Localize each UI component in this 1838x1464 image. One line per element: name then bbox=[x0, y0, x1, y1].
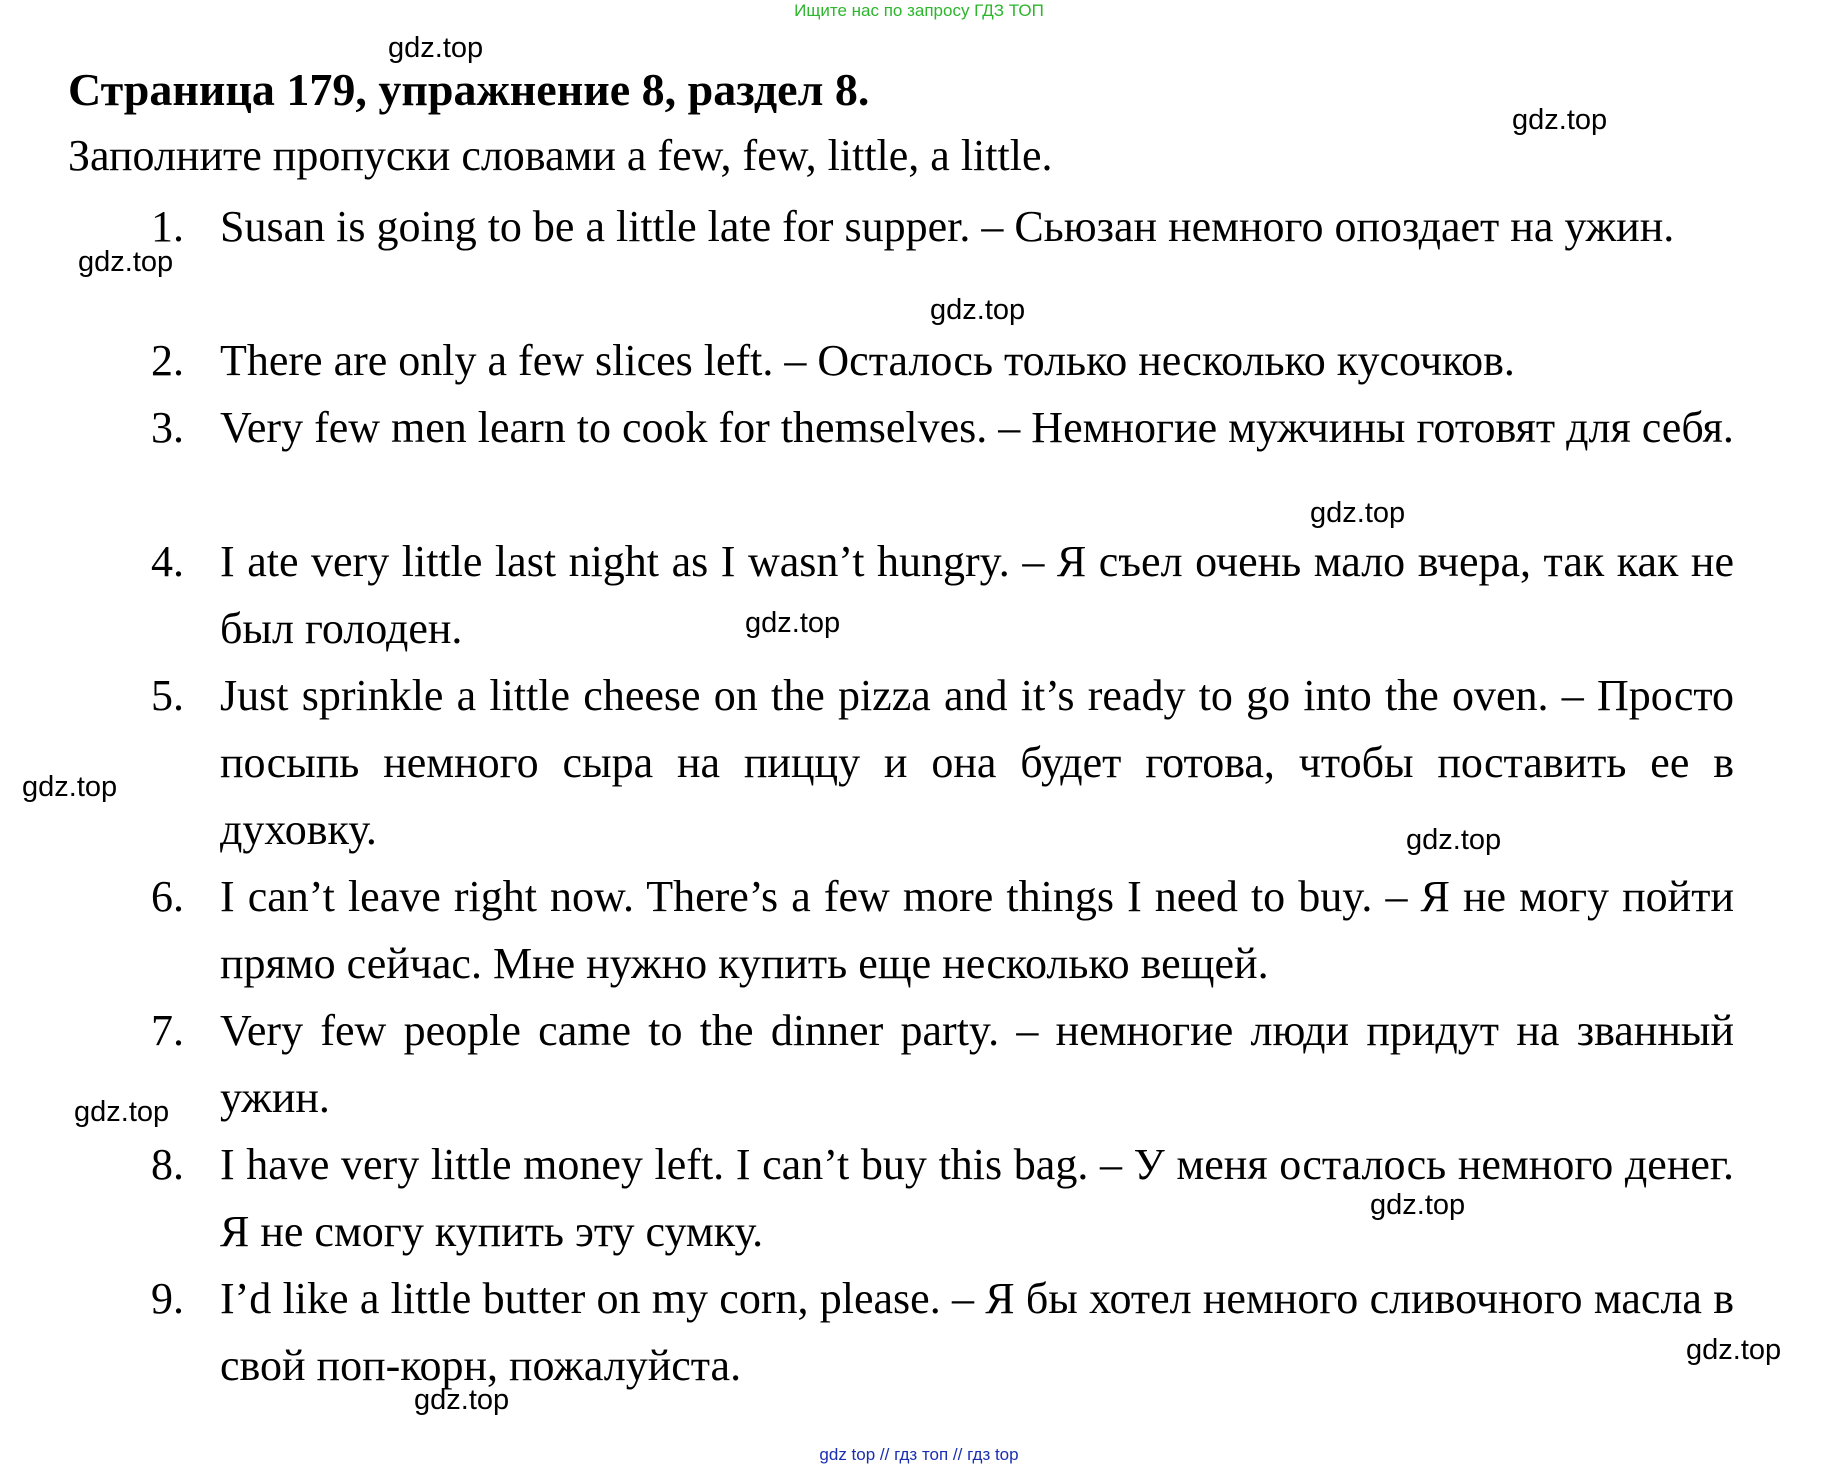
item-number: 5. bbox=[151, 671, 184, 720]
watermark: gdz.top bbox=[1512, 104, 1608, 136]
watermark: gdz.top bbox=[1686, 1334, 1782, 1366]
page-title: Страница 179, упражнение 8, раздел 8. bbox=[68, 64, 870, 115]
item-number: 7. bbox=[151, 1006, 184, 1055]
item-text: There are only a few slices left. – Осталось только несколько кусочков. bbox=[220, 336, 1515, 385]
footer-links: gdz top // гдз топ // гдз top bbox=[819, 1445, 1019, 1464]
item-number: 4. bbox=[151, 537, 184, 586]
watermark: gdz.top bbox=[930, 294, 1026, 326]
item-number: 9. bbox=[151, 1274, 184, 1323]
watermark: gdz.top bbox=[414, 1384, 510, 1416]
watermark: gdz.top bbox=[745, 607, 841, 639]
watermark: gdz.top bbox=[1406, 824, 1502, 856]
item-text: Very few people came to the dinner party. – немногие люди придут на званный ужин. bbox=[220, 1006, 1734, 1122]
item-number: 8. bbox=[151, 1140, 184, 1189]
item-text: I have very little money left. I can’t buy this bag. – У меня осталось немного денег. Я не смогу купить эту сумку. bbox=[220, 1140, 1734, 1256]
item-number: 6. bbox=[151, 872, 184, 921]
item-text: Just sprinkle a little cheese on the pizza and it’s ready to go into the oven. – Просто посыпь немного сыра на пиццу и она будет готова, чтобы поставить ее в духовку. bbox=[220, 671, 1734, 854]
item-number: 3. bbox=[151, 403, 184, 452]
watermark: gdz.top bbox=[78, 246, 174, 278]
item-text: Susan is going to be a little late for supper. – Сьюзан немного опоздает на ужин. bbox=[220, 202, 1675, 251]
item-text: I ate very little last night as I wasn’t hungry. – Я съел очень мало вчера, так как не был голоден. bbox=[220, 537, 1734, 653]
watermark: gdz.top bbox=[74, 1096, 170, 1128]
item-text: I’d like a little butter on my corn, please. – Я бы хотел немного сливочного масла в свой поп-корн, пожалуйста. bbox=[220, 1274, 1734, 1390]
exercise-instruction: Заполните пропуски словами a few, few, little, a little. bbox=[68, 131, 1053, 180]
item-number: 2. bbox=[151, 336, 184, 385]
item-text: Very few men learn to cook for themselves. – Немногие мужчины готовят для себя. bbox=[220, 403, 1734, 452]
watermark: gdz.top bbox=[388, 32, 484, 64]
watermark: gdz.top bbox=[1370, 1189, 1466, 1221]
item-text: I can’t leave right now. There’s a few more things I need to buy. – Я не могу пойти прямо сейчас. Мне нужно купить еще несколько вещей. bbox=[220, 872, 1734, 988]
item-number: 1. bbox=[151, 202, 184, 251]
watermark: gdz.top bbox=[1310, 497, 1406, 529]
watermark: gdz.top bbox=[22, 771, 118, 803]
top-banner: Ищите нас по запросу ГДЗ ТОП bbox=[794, 1, 1044, 20]
